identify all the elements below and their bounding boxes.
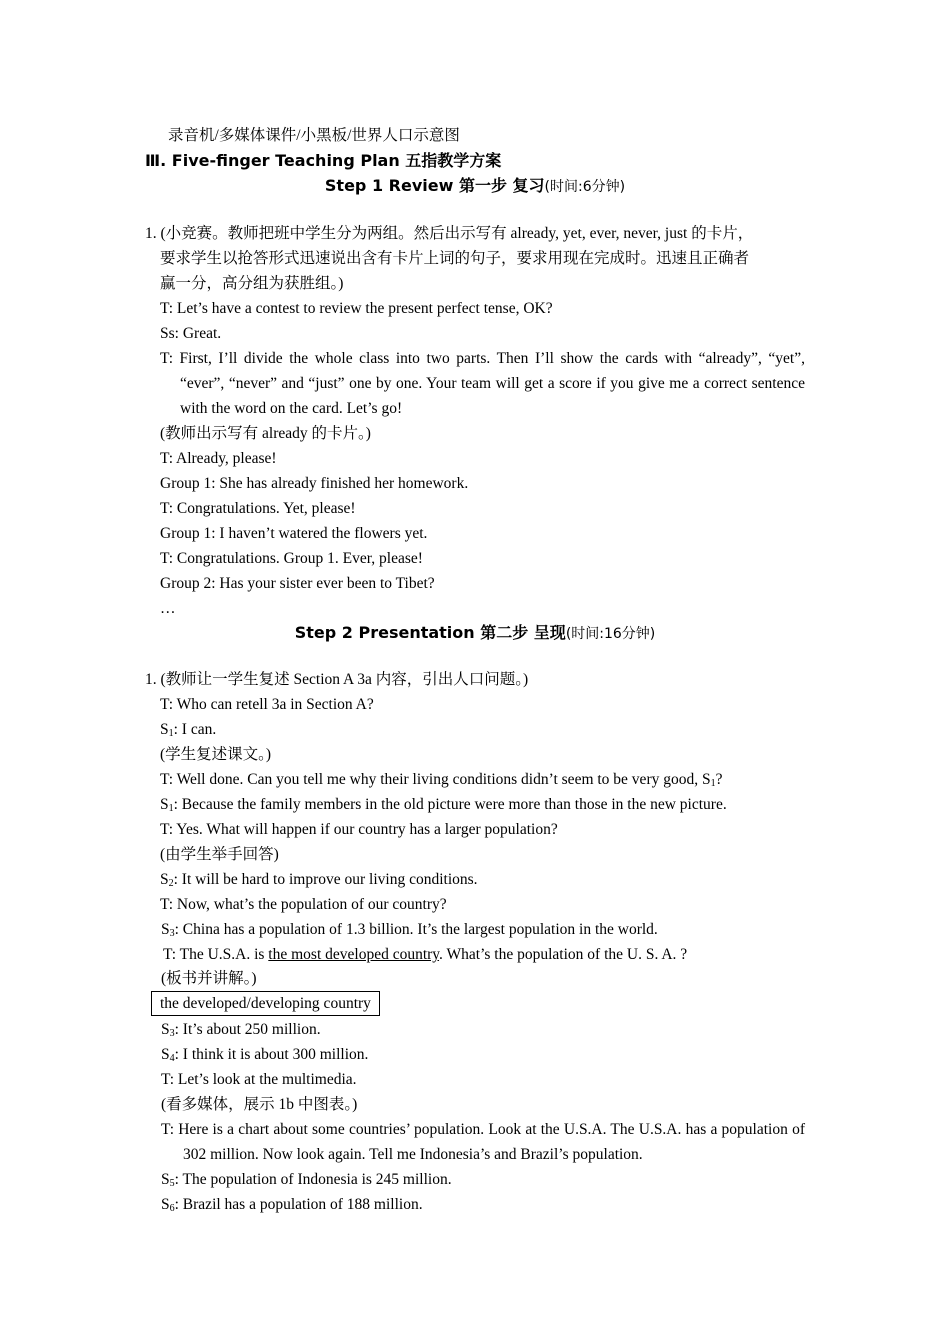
step1-heading — [0, 173, 950, 200]
dialogue-paragraph: T: Here is a chart about some countries’ population. Look at the U.S.A. The U.S.A. has a population of 302 million. Now look again. Tell me Indonesia’s and Brazil’s population. — [161, 1121, 805, 1163]
dialogue-line: T: Let’s have a contest to review the present perfect tense, OK? — [160, 300, 553, 317]
dialogue-line: $S_3$: China has a population of 1.3 billion. It’s the largest population in the world. — [161, 921, 658, 939]
dialogue-line: Ss: Great. — [160, 325, 222, 342]
plan-heading: Ⅲ. Five-finger Teaching Plan 五指教学方案 — [145, 151, 502, 170]
dialogue-line: $S_1$: I can. — [160, 721, 217, 739]
step1-item1-line-a: 1. (小竞赛。教师把班中学生分为两组。然后出示写有 already, yet, ever, never, just 的卡片， — [145, 225, 754, 242]
dialogue-line: T: Congratulations. Yet, please! — [160, 500, 356, 517]
step1-time: (时间:6分钟) — [544, 179, 626, 195]
dialogue-line: $S_5$: The population of Indonesia is 245 million. — [161, 1171, 452, 1189]
dialogue-line: (学生复述课文。) — [160, 746, 272, 763]
dialogue-line: T: Now, what’s the population of our country? — [160, 896, 447, 913]
dialogue-line: Group 1: She has already finished her homework. — [160, 475, 469, 492]
dialogue-line: $S_6$: Brazil has a population of 188 million. — [161, 1196, 423, 1214]
dialogue-line: $S_3$: It’s about 250 million. — [161, 1021, 321, 1039]
dialogue-line: Group 2: Has your sister ever been to Tibet? — [160, 575, 435, 592]
step1-item1-line-b: 要求学生以抢答形式迅速说出含有卡片上词的句子，要求用现在完成时。迅速且正确者 — [160, 250, 750, 267]
step2-heading — [0, 620, 950, 647]
equipment-line: 录音机/多媒体课件/小黑板/世界人口示意图 — [168, 127, 460, 144]
dialogue-line: T: Who can retell 3a in Section A? — [160, 696, 374, 713]
step2-title: Step 2 Presentation 第二步 呈现 — [294, 623, 566, 642]
step2-item1-line: 1. (教师让一学生复述 Section A 3a 内容，引出人口问题。) — [145, 671, 529, 688]
dialogue-line: (由学生举手回答) — [160, 846, 279, 863]
dialogue-paragraph: T: First, I’ll divide the whole class into two parts. Then I’ll show the cards with “already”, “yet”, “ever”, “never” and “just” one by one. Your team will get a score if you give me a correct sentence with the word on the card. Let’s go! — [160, 350, 805, 417]
step1-item1-line-c: 赢一分，高分组为获胜组。) — [160, 275, 344, 292]
dialogue-line: T: Well done. Can you tell me why their living conditions didn’t seem to be very good, $S_1$? — [160, 771, 723, 789]
dialogue-line: $S_4$: I think it is about 300 million. — [161, 1046, 369, 1064]
dialogue-line: $S_1$: Because the family members in the old picture were more than those in the new picture. — [160, 796, 727, 814]
step1-title: Step 1 Review 第一步 复习 — [324, 176, 545, 195]
dialogue-line: (教师出示写有 already 的卡片。) — [160, 425, 371, 442]
dialogue-line: T: The U.S.A. is the most developed country. What’s the population of the U. S. A. ? — [163, 946, 688, 963]
dialogue-line: T: Yes. What will happen if our country has a larger population? — [160, 821, 558, 838]
dialogue-line: T: Let’s look at the multimedia. — [161, 1071, 357, 1088]
step2-time: (时间:16分钟) — [565, 626, 656, 642]
underlined-phrase: the most developed country — [268, 946, 440, 963]
dialogue-line: (看多媒体，展示 1b 中图表。) — [161, 1096, 358, 1113]
dialogue-line: (板书并讲解。) — [161, 970, 257, 987]
dialogue-line: T: Congratulations. Group 1. Ever, please! — [160, 550, 423, 567]
ellipsis-line: … — [160, 600, 176, 617]
blackboard-box: the developed/developing country — [151, 991, 380, 1016]
dialogue-line: T: Already, please! — [160, 450, 277, 467]
dialogue-line: $S_2$: It will be hard to improve our living conditions. — [160, 871, 478, 889]
dialogue-line: Group 1: I haven’t watered the flowers yet. — [160, 525, 428, 542]
